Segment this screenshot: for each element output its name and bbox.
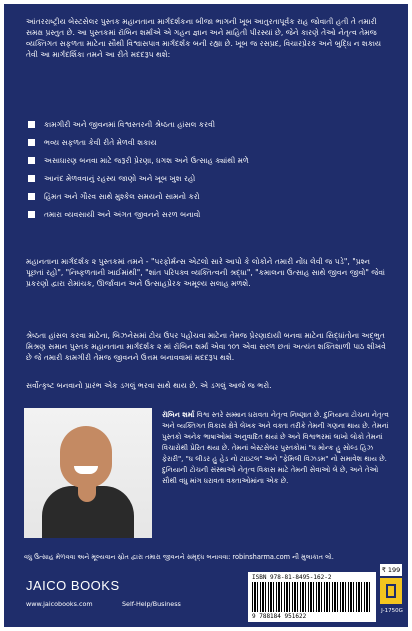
benefit-text: તમારા વ્યવસાયી અને અંગત જીવનને સરળ બનાવો	[44, 210, 201, 219]
benefit-item	[28, 188, 388, 206]
benefit-item	[28, 152, 388, 170]
benefit-text: કામગીરી અને જીવનમાં વિશ્વસ્તરની શ્રેષ્ઠતા હાંસલ કરવી	[44, 120, 215, 129]
author-photo-head	[60, 426, 112, 488]
square-bullet-icon	[28, 157, 35, 164]
benefit-item	[28, 134, 388, 152]
author-photo	[24, 408, 152, 538]
jaico-mark-inner	[386, 584, 396, 598]
benefit-text: અસાધારણ બનવા માટે જરૂરી પ્રેરણા, ધગશ અને ઉત્સાહ ક્યાંથી મળે	[44, 156, 249, 165]
author-name: રૉબિન શર્મા	[162, 411, 195, 419]
author-bio	[162, 410, 390, 534]
intro-paragraph: આંતરરાષ્ટ્રીય બેસ્ટસેલર પુસ્તક મહાનતાના માર્ગદર્શકના બીજા ભાગની ખૂબ આતુરતાપૂર્વક રાહ જોવાતી હતી તે તમારી સમક્ષ પ્રસ્તુત છે. આ પુસ્તકમાં રૉબિન શર્માએ એ ગહન જ્ઞાન અને માહિતી પીરસ્યાં છે, જેને કારણે તેઓ નેતૃત્વ તેમજ વ્યક્તિગત સફળતા માટેના સૌથી વિશ્વાસપાત્ર માર્ગદર્શક બની રહ્યા છે. ખૂબ જ રસપ્રદ, વિચારપ્રેરક અને બુદ્ધિ ન શકાય તેવી આ માર્ગદર્શિકા તમને આ રીતે મદદરૂપ થશે:	[26, 17, 382, 59]
website-footnote: વધુ ઉત્સાહ મેળવવા અને મૂલ્યવાન સ્રોત દ્વારા તમારા જીવનને સમૃદ્ધ બનાવવા: robinsharma.com ની મુલાકાત લો.	[24, 553, 334, 561]
publisher-brand: JAICO BOOKS	[26, 578, 120, 593]
barcode-number: 9 788184 951622	[252, 613, 307, 620]
square-bullet-icon	[28, 121, 35, 128]
edition-code: J-1750G	[381, 608, 403, 614]
publisher-logo	[26, 578, 120, 593]
middle-paragraph: મહાનતાના માર્ગદર્શક ૨ પુસ્તકમાં તમને - "પરફોર્મન્સ એટલો સારે આપો કે લોકોને તમારી નોંધ લેવી જ પડે", "પ્રશ્ન પૂછતાં રહો", "નિષ્ફળતાની ખાઈમાંથી", "શાંત પરિપક્વ વ્યક્તિત્વની શ્રદ્ધા", "કમાલના ઉત્સાહ સાથે જીવન જીવો" જેવાં પ્રકરણો દ્વારા રોમાંચક, ઊર્જાવાન અને ઉત્સાહપ્રેરક અમૂલ્ય સલાહ મળશે.	[26, 257, 386, 288]
benefits-list	[28, 116, 388, 224]
price-tag: ₹ 199	[381, 566, 401, 574]
square-bullet-icon	[28, 211, 35, 218]
benefit-item	[28, 170, 388, 188]
benefit-text: ભવ્ય સફળતા કેવી રીતે મેળવી શકાય	[44, 138, 157, 147]
benefit-item	[28, 206, 388, 224]
barcode	[248, 572, 376, 622]
square-bullet-icon	[28, 139, 35, 146]
square-bullet-icon	[28, 175, 35, 182]
closing-paragraph: શ્રેષ્ઠતા હાંસલ કરવા માટેના, બિઝનેસમાં ટોચ ઉપર પહોંચવા માટેના તેમજ પ્રેરણાદાયી બનવા માટેના સિદ્ધાંતોના અદ્ભુત મિશ્રણ સમાન પુસ્તક મહાનતાના માર્ગદર્શક ૨ માં રૉબિન શર્મા એવા ૧૦૧ એવા સરળ છતાં અત્યંત શક્તિશાળી પાઠ શીખવે છે જે તમારી કામગીરી તેમજ જીવનને ઉત્તમ બનાવવામાં મદદરૂપ થશે.	[26, 331, 386, 362]
square-bullet-icon	[28, 193, 35, 200]
author-bio-text: વિશ્વ સ્તરે સમ્માન ધરાવતા નેતૃત્વ નિષ્ણાત છે. દુનિયાના ટોચના નેતૃત્વ અને વ્યક્તિગત વિકાસ ક્ષેત્રે લેખક અને વક્તા તરીકે તેમની ગણના થાય છે. તેમનાં પુસ્તકો અનેક ભાષાઓમાં અનુવાદિત થયાં છે અને વિશ્વભરમાં લાખો લોકો તેમનાં વિચારોથી પ્રેરિત થયા છે. તેમનાં બેસ્ટસેલર પુસ્તકોમાં "ધ મોન્ક હુ સોલ્ડ હિઝ ફેરારી", "ધ લીડર હુ હેડ નો ટાઇટલ" અને "ફેમિલી વિઝડમ" નો સમાવેશ થાય છે. દુનિયાની ટોચની સંસ્થાઓ નેતૃત્વ વિકાસ માટે તેમની સેવાઓ લે છે, અને તેઓ સૌથી વધુ માંગ ધરાવતા વક્તાઓમાંના એક છે.	[162, 411, 389, 485]
isbn-label: ISBN 978-81-8495-162-2	[252, 574, 332, 581]
book-category: Self-Help/Business	[122, 600, 181, 608]
benefit-text: આનંદ મેળવવાનું રહસ્ય જાણો અને ખૂબ ખુશ રહો	[44, 174, 196, 183]
barcode-bars	[252, 582, 370, 612]
benefit-text: હિંમત અને ગૌરવ સાથે મુશ્કેલ સમયનો સામનો કરો	[44, 192, 200, 201]
benefit-item	[28, 116, 388, 134]
tagline: સર્વોત્કૃષ્ટ બનવાનો પ્રારંભ એક ડગલું ભરવા સાથે થાય છે. એ ડગલું આજે જ ભરો.	[26, 381, 272, 390]
jaico-mark-icon	[380, 578, 402, 604]
publisher-website: www.jaicobooks.com	[26, 600, 93, 608]
back-cover	[4, 4, 408, 627]
